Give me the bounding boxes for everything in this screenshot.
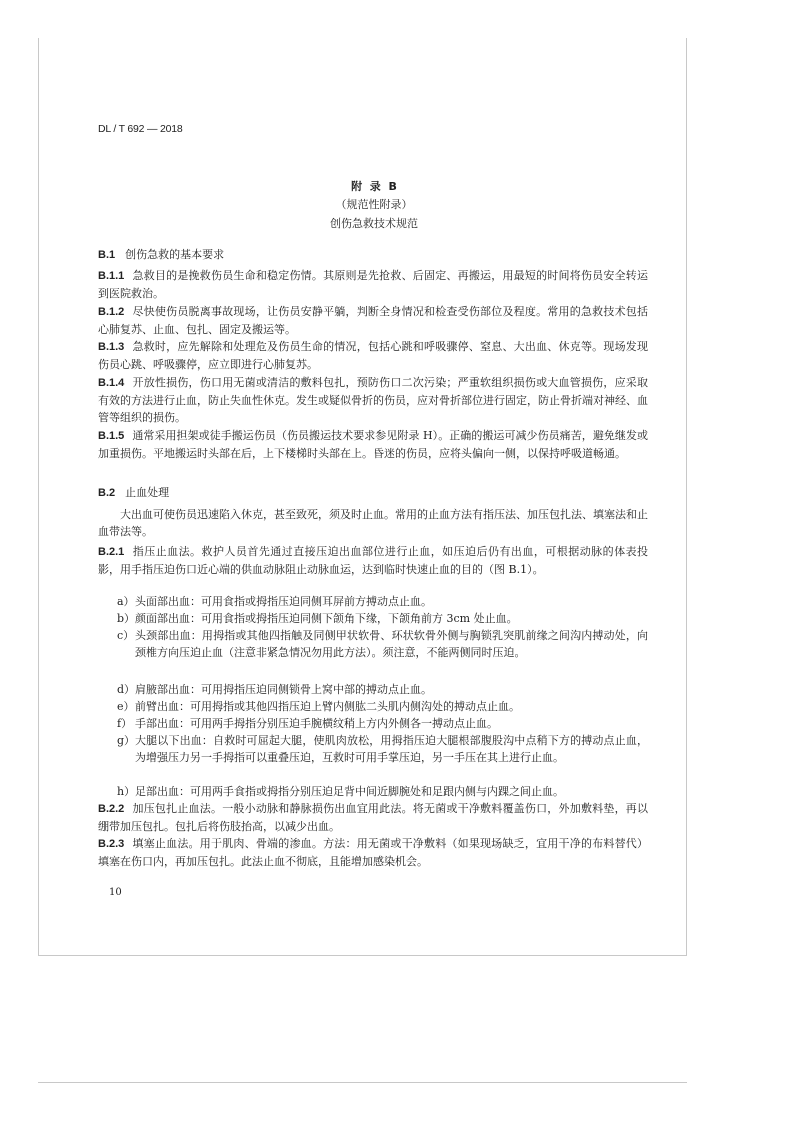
item-text: 大腿以下出血：自救时可屈起大腿，使肌肉放松，用拇指压迫大腿根部腹股沟中点稍下方的搏动点止血，为增强压力另一手拇指可以重叠压迫，互救时可用手掌压迫，另一手压在其上进行止血。: [135, 734, 648, 764]
item-label: d）: [117, 683, 136, 696]
item-text: 头颈部出血：用拇指或其他四指触及同侧甲状软骨、环状软骨外侧与胸锁乳突肌前缘之间沟内搏动处，向颈椎方向压迫止血（注意非紧急情况勿用此方法）。须注意，不能两侧同时压迫。: [135, 629, 648, 659]
standard-number-header: DL / T 692 — 2018: [98, 123, 183, 135]
clause-text: 尽快使伤员脱离事故现场，让伤员安静平躺，判断全身情况和检查受伤部位及程度。常用的急救技术包括心肺复苏、止血、包扎、固定及搬运等。: [98, 304, 648, 336]
page-number: 10: [109, 887, 122, 898]
list-item-h: [117, 783, 648, 800]
item-text: 肩腋部出血：可用拇指压迫同侧锁骨上窝中部的搏动点止血。: [135, 683, 432, 696]
item-label: f）: [117, 717, 133, 730]
item-label: e）: [117, 700, 135, 713]
section-title: 创伤急救的基本要求: [125, 248, 225, 261]
item-label: b）: [117, 612, 136, 625]
item-text: 手部出血：可用两手拇指分别压迫手腕横纹稍上方内外侧各一搏动点止血。: [135, 717, 498, 730]
clause-b1-3: [98, 338, 648, 374]
clause-b2-1: [98, 543, 648, 578]
clause-text: 开放性损伤，伤口用无菌或清洁的敷料包扎，预防伤口二次污染；严重软组织损伤或大血管损伤，应采取有效的方法进行止血，防止失血性休克。发生或疑似骨折的伤员，应对骨折部位进行固定，防止骨折端对神经、血管等组织的损伤。: [98, 375, 648, 425]
list-item-e: [117, 698, 648, 715]
clause-number: B.2.3: [98, 838, 125, 850]
appendix-name: 创伤急救技术规范: [330, 217, 418, 230]
clause-text: 指压止血法。救护人员首先通过直接压迫出血部位进行止血，如压迫后仍有出血，可根据动脉的体表投影，用手指压迫伤口近心端的供血动脉阻止动脉血运，达到临时快速止血的目的（图 B.1）。: [98, 545, 648, 576]
section-number: B.2: [98, 487, 116, 499]
b2-intro: 大出血可使伤员迅速陷入休克，甚至致死，须及时止血。常用的止血方法有指压法、加压包扎法、填塞法和止血带法等。: [98, 508, 648, 538]
clause-number: B.2.2: [98, 803, 125, 815]
clause-number: B.2.1: [98, 546, 125, 558]
clause-number: B.1.5: [98, 429, 125, 442]
list-item-d: [117, 681, 648, 698]
appendix-type: （规范性附录）: [335, 198, 413, 211]
item-label: a）: [117, 595, 135, 608]
item-label: h）: [117, 785, 136, 798]
item-text: 颜面部出血：可用食指或拇指压迫同侧下颌角下缘，下颌角前方 3cm 处止血。: [135, 612, 518, 625]
list-item-c: [117, 627, 648, 661]
clause-number: B.1.2: [98, 305, 125, 318]
clause-b2-3: [98, 835, 648, 870]
clause-b1-1: [98, 267, 648, 303]
item-text: 前臂出血：可用拇指或其他四指压迫上臂内侧肱二头肌内侧沟处的搏动点止血。: [135, 700, 520, 713]
clause-b1-5: [98, 427, 648, 463]
item-label: g）: [117, 734, 136, 747]
section-heading-b2: [98, 484, 169, 500]
list-item-g: [117, 732, 648, 766]
clause-number: B.1.3: [98, 341, 125, 354]
list-item-a: [117, 593, 648, 610]
clause-number: B.1.1: [98, 270, 125, 282]
page-border-left: [38, 38, 39, 956]
section-heading-b1: [98, 246, 224, 262]
page-border-bottom: [38, 955, 687, 956]
b1-clauses: [98, 267, 648, 462]
clause-text: 加压包扎止血法。一般小动脉和静脉损伤出血宜用此法。将无菌或干净敷料覆盖伤口，外加敷料垫，再以绷带加压包扎。包扎后将伤肢抬高，以减少出血。: [98, 802, 648, 833]
clause-text: 填塞止血法。用于肌肉、骨端的渗血。方法：用无菌或干净敷料（如果现场缺乏，宜用干净的布料替代）填塞在伤口内，再加压包扎。此法止血不彻底，且能增加感染机会。: [98, 837, 648, 868]
clause-b2-2: [98, 800, 648, 835]
list-item-b: [117, 610, 648, 627]
section-number: B.1: [98, 249, 116, 261]
list-item-f: [117, 715, 648, 732]
clause-text: 通常采用担架或徒手搬运伤员（伤员搬运技术要求参见附录 H）。正确的搬运可减少伤员痛苦，避免继发或加重损伤。平地搬运时头部在后，上下楼梯时头部在上。昏迷的伤员，应将头偏向一侧，以保持呼吸道畅通。: [98, 428, 648, 460]
item-text: 头面部出血：可用食指或拇指压迫同侧耳屏前方搏动点止血。: [135, 595, 432, 608]
next-page-top-edge: [38, 1082, 687, 1083]
clause-text: 急救目的是挽救伤员生命和稳定伤情。其原则是先抢救、后固定、再搬运，用最短的时间将伤员安全转运到医院救治。: [98, 269, 648, 301]
clause-b1-2: [98, 303, 648, 339]
page-border-right: [686, 38, 687, 956]
appendix-title: 附 录 B: [351, 180, 397, 193]
section-title: 止血处理: [125, 486, 170, 499]
item-text: 足部出血：可用两手食指或拇指分别压迫足背中间近脚腕处和足跟内侧与内踝之间止血。: [135, 785, 564, 798]
clause-text: 急救时，应先解除和处理危及伤员生命的情况，包括心跳和呼吸骤停、窒息、大出血、休克等。现场发现伤员心跳、呼吸骤停，应立即进行心肺复苏。: [98, 340, 648, 372]
clause-number: B.1.4: [98, 376, 125, 389]
item-label: c）: [117, 629, 135, 642]
clause-b1-4: [98, 374, 648, 427]
